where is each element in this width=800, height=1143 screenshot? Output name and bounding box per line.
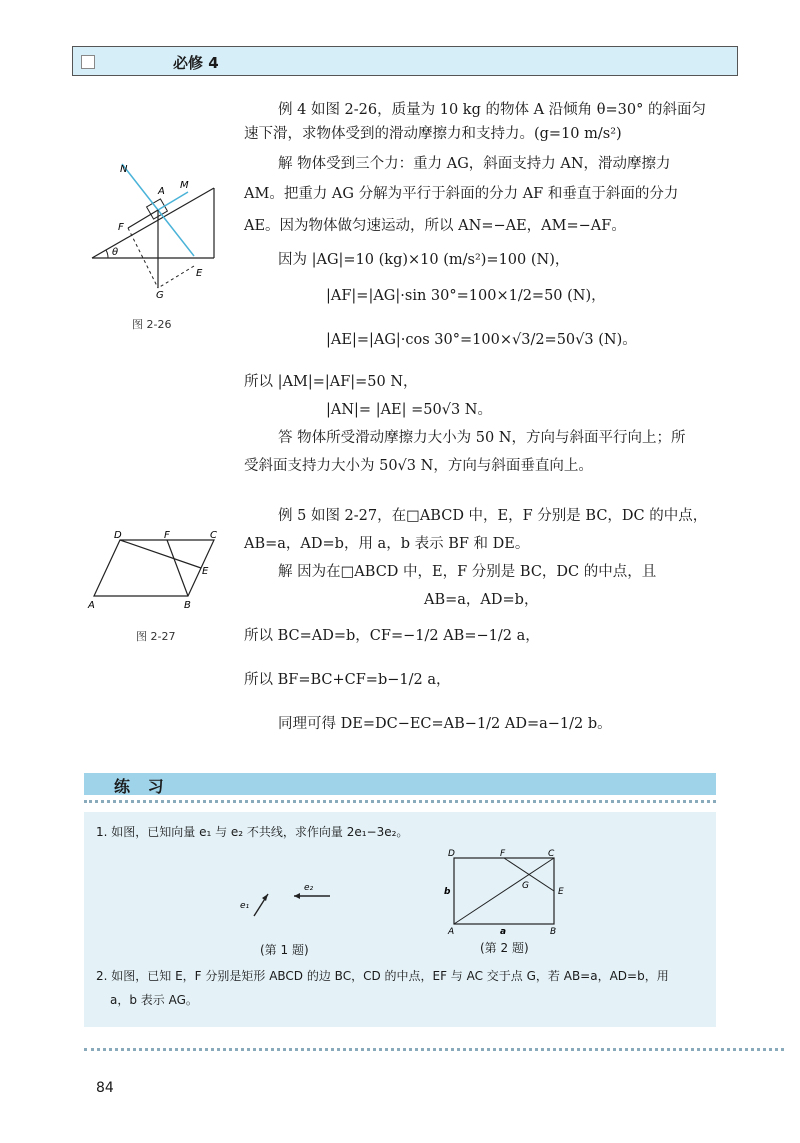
fig26-label-E: E — [196, 268, 203, 279]
example4-line2: 速下滑，求物体受到的滑动摩擦力和支持力。(g=10 m/s²) — [244, 126, 622, 142]
fig27-label-D: D — [114, 530, 122, 541]
figure-2-27-caption: 图 2-27 — [136, 630, 176, 643]
example4-calc2: |AF|=|AG|·sin 30°=100×1/2=50 (N)， — [326, 288, 606, 304]
fig2-label-C: C — [548, 849, 555, 859]
practice-figure-1 — [234, 872, 344, 932]
fig2-label-D: D — [448, 849, 455, 859]
example5-solution2: AB=a，AD=b， — [424, 592, 539, 608]
example5-so1: 所以 BC=AD=b，CF=−1/2 AB=−1/2 a， — [244, 628, 540, 644]
example4-calc1: 因为 |AG|=10 (kg)×10 (m/s²)=100 (N)， — [278, 252, 570, 268]
fig26-label-N: N — [120, 164, 128, 175]
page-number: 84 — [96, 1080, 114, 1096]
example4-so1: 所以 |AM|=|AF|=50 N， — [244, 374, 418, 390]
fig26-label-M: M — [180, 180, 189, 191]
example5-line1: 例 5 如图 2-27，在□ABCD 中，E，F 分别是 BC，DC 的中点， — [278, 508, 708, 524]
practice-box — [84, 812, 716, 1027]
practice-question-1: 1. 如图，已知向量 e₁ 与 e₂ 不共线，求作向量 2e₁−3e₂。 — [96, 825, 409, 839]
footer-dotted-divider — [84, 1048, 784, 1051]
example4-solution3: AE。因为物体做匀速运动，所以 AN=−AE，AM=−AF。 — [244, 218, 626, 234]
example4-answer1: 答 物体所受滑动摩擦力大小为 50 N，方向与斜面平行向上；所 — [278, 430, 686, 446]
example5-solution1: 解 因为在□ABCD 中，E，F 分别是 BC，DC 的中点，且 — [278, 564, 657, 580]
figure-2-26 — [84, 150, 244, 310]
example4-solution2: AM。把重力 AG 分解为平行于斜面的分力 AF 和垂直于斜面的分力 — [244, 186, 679, 202]
fig26-label-F: F — [118, 222, 124, 233]
fig27-label-E: E — [202, 566, 209, 577]
fig27-label-A: A — [88, 600, 95, 611]
fig2-label-G: G — [522, 881, 529, 891]
example5-so2: 所以 BF=BC+CF=b−1/2 a， — [244, 672, 451, 688]
fig2-label-a: a — [500, 927, 507, 936]
header-square-icon — [81, 55, 95, 69]
fig1-label-e1: e₁ — [240, 901, 250, 911]
example4-so2: |AN|= |AE| =50√3 N。 — [326, 402, 492, 418]
practice-title-bar — [84, 773, 716, 795]
practice-figure-1-caption: (第 1 题) — [260, 943, 309, 957]
practice-question-2a: 2. 如图，已知 E，F 分别是矩形 ABCD 的边 BC，CD 的中点，EF 与 AC 交于点 G，若 AB=a，AD=b，用 — [96, 969, 669, 983]
example4-line1: 例 4 如图 2-26，质量为 10 kg 的物体 A 沿倾角 θ=30° 的斜面匀 — [278, 102, 706, 118]
figure-2-27 — [84, 528, 224, 618]
fig2-label-F: F — [500, 849, 506, 859]
practice-dotted-divider — [84, 800, 716, 803]
fig1-label-e2: e₂ — [304, 883, 314, 893]
fig27-label-B: B — [184, 600, 191, 611]
fig2-label-A: A — [448, 927, 455, 936]
fig26-label-G: G — [156, 290, 164, 301]
chapter-header — [72, 46, 738, 76]
example4-solution1: 解 物体受到三个力：重力 AG，斜面支持力 AN，滑动摩擦力 — [278, 156, 671, 172]
practice-figure-2-caption: (第 2 题) — [480, 941, 529, 955]
fig26-label-A: A — [158, 186, 165, 197]
fig27-label-F: F — [164, 530, 170, 541]
chapter-title: 必修 4 — [173, 54, 219, 72]
example4-calc3: |AE|=|AG|·cos 30°=100×√3/2=50√3 (N)。 — [326, 332, 637, 348]
figure-2-26-caption: 图 2-26 — [132, 318, 172, 331]
fig26-label-theta: θ — [112, 247, 119, 258]
fig2-label-B: B — [550, 927, 557, 936]
example5-line2: AB=a，AD=b，用 a，b 表示 BF 和 DE。 — [244, 536, 530, 552]
example4-answer2: 受斜面支持力大小为 50√3 N，方向与斜面垂直向上。 — [244, 458, 593, 474]
practice-title: 练 习 — [114, 777, 170, 796]
practice-question-2b: a，b 表示 AG。 — [110, 993, 198, 1007]
fig2-label-E: E — [558, 887, 564, 897]
fig2-label-b: b — [444, 887, 451, 897]
example5-same: 同理可得 DE=DC−EC=AB−1/2 AD=a−1/2 b。 — [278, 716, 612, 732]
fig27-label-C: C — [210, 530, 217, 541]
practice-figure-2 — [444, 846, 574, 936]
